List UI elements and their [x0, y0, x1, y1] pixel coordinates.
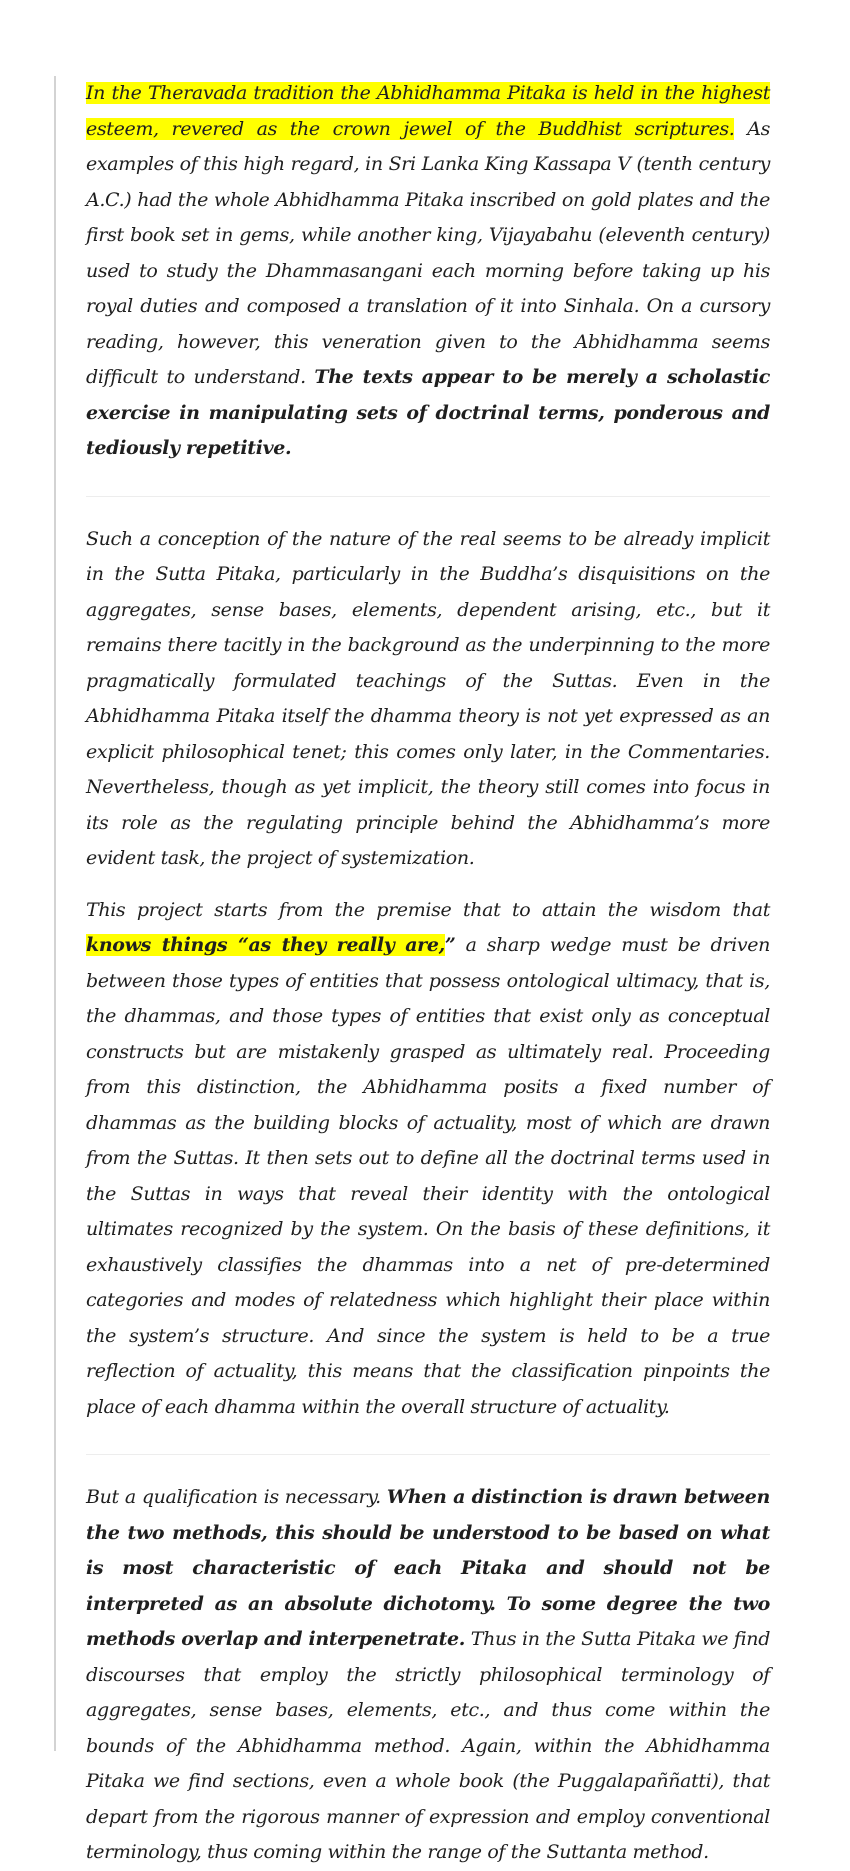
blockquote-left-border	[54, 76, 56, 1751]
highlighted-text: In the Theravada tradition the Abhidhamma Pitaka is held in the highest esteem, revered as the crown jewel of the Buddhist scriptures.	[86, 82, 770, 140]
paragraph-3	[86, 893, 770, 1426]
paragraph-text: a sharp wedge must be driven between those types of entities that possess ontological ultimacy, that is, the dhammas, and those types of entities that exist only as conceptual constructs but are mistakenly grasped as ultimately real. Proceeding from this distinction, the Abhidhamma posits a fixed number of dhammas as the building blocks of actuality, most of which are drawn from the Suttas. It then sets out to define all the doctrinal terms used in the Suttas in ways that reveal their identity with the ontological ultimates recognized by the system. On the basis of these definitions, it exhaustively classifies the dhammas into a net of pre-determined categories and modes of relatedness which highlight their place within the system’s structure. And since the system is held to be a true reflection of actuality, this means that the classification pinpoints the place of each dhamma within the overall structure of actuality.	[86, 934, 770, 1418]
paragraph-2	[86, 522, 770, 877]
bold-quote-mark: ”	[444, 934, 456, 956]
paragraph-text: Thus in the Sutta Pitaka we find discourses that employ the strictly philosophical terminology of aggregates, sense bases, elements, etc., and thus come within the bounds of the Abhidhamma method. Again, within the Abhidhamma Pitaka we find sections, even a whole book (the Puggalapaññatti), that depart from the rigorous manner of expression and employ conventional terminology, thus coming within the range of the Suttanta method.	[86, 1628, 771, 1863]
section-divider	[86, 1454, 770, 1455]
paragraph-text: As examples of this high regard, in Sri Lanka King Kassapa V (tenth century A.C.) had the whole Abhidhamma Pitaka inscribed on gold plates and the first book set in gems, while another king, Vijayabahu (eleventh century) used to study the Dhammasangani each morning before taking up his royal duties and composed a translation of it into Sinhala. On a cursory reading, however, this veneration given to the Abhidhamma seems difficult to understand.	[86, 117, 770, 388]
paragraph-text: This project starts from the premise that to attain the wisdom that	[86, 898, 770, 921]
bold-text: When a distinction is drawn between the two methods, this should be understood to be based on what is most characteristic of each Pitaka and should not be interpreted as an absolute dichotomy. To some degree the two methods overlap and interpenetrate.	[86, 1486, 770, 1650]
paragraph-4	[86, 1480, 770, 1871]
section-divider	[86, 496, 770, 497]
highlighted-bold-text: knows things “as they really are,	[86, 934, 445, 956]
article-content	[86, 76, 770, 1871]
bold-text: The texts appear to be merely a scholastic exercise in manipulating sets of doctrinal terms, ponderous and tediously repetitive.	[86, 366, 770, 459]
paragraph-text: Such a conception of the nature of the real seems to be already implicit in the Sutta Pitaka, particularly in the Buddha’s disquisitions on the aggregates, sense bases, elements, dependent arising, etc., but it remains there tacitly in the background as the underpinning to the more pragmatically formulated teachings of the Suttas. Even in the Abhidhamma Pitaka itself the dhamma theory is not yet expressed as an explicit philosophical tenet; this comes only later, in the Commentaries. Nevertheless, though as yet implicit, the theory still comes into focus in its role as the regulating principle behind the Abhidhamma’s more evident task, the project of systemization.	[86, 527, 770, 869]
paragraph-1	[86, 76, 770, 467]
paragraph-text: But a qualification is necessary.	[86, 1486, 387, 1508]
